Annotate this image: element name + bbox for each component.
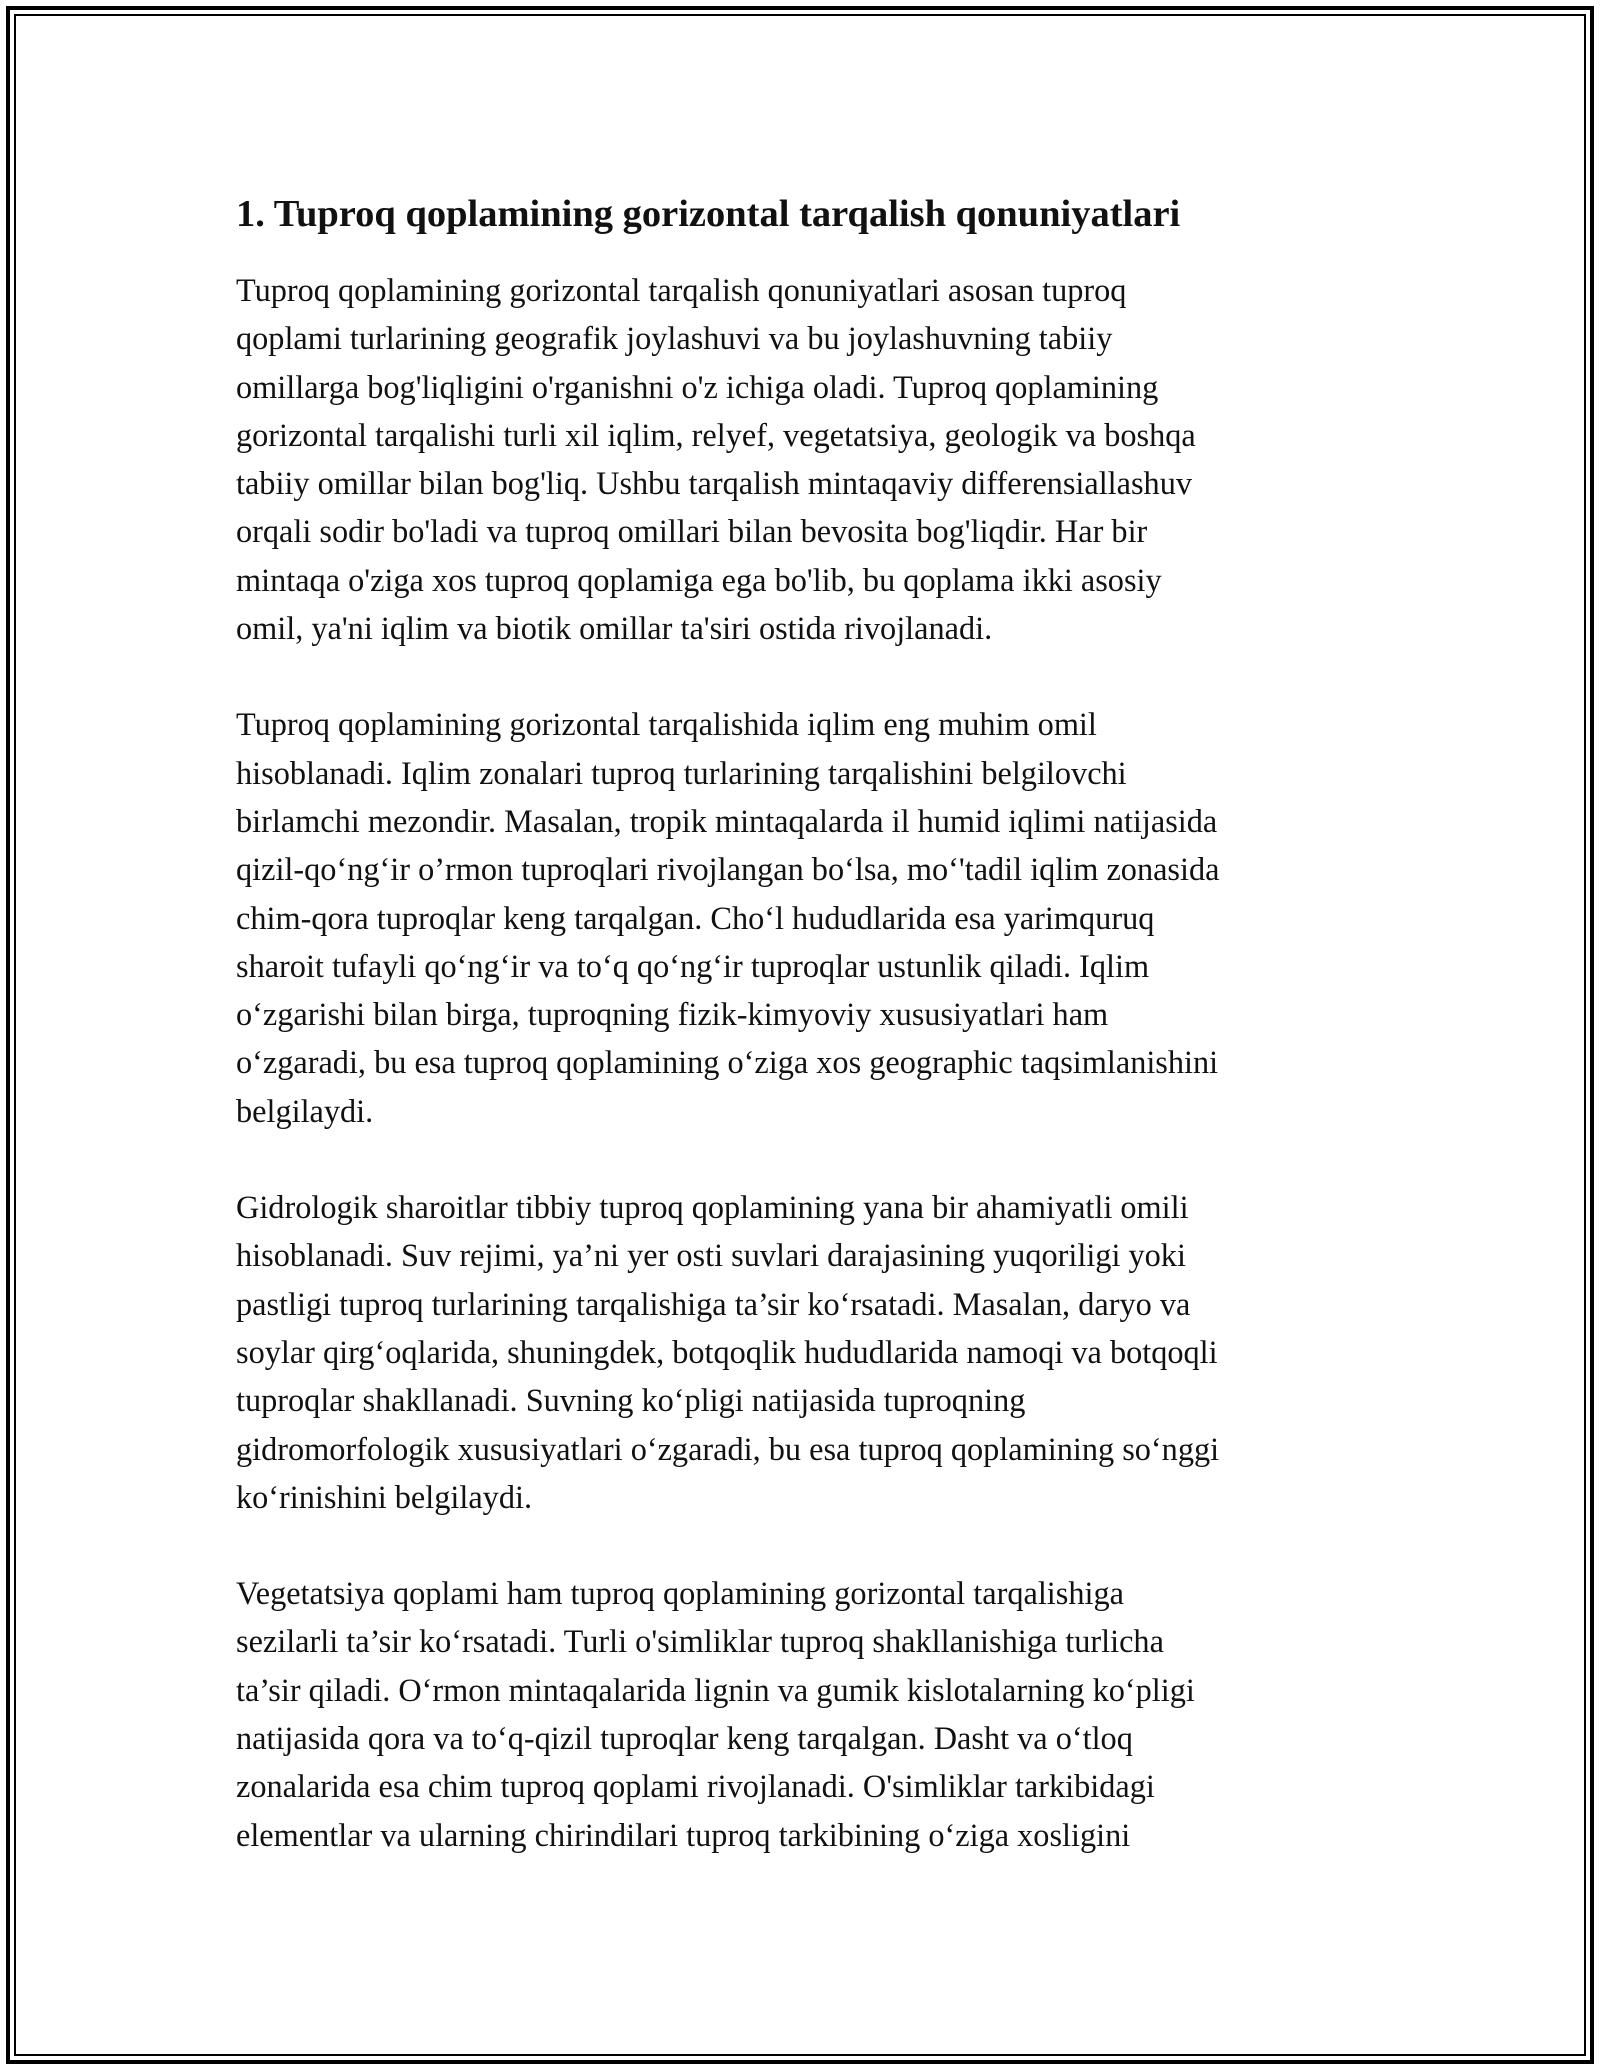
text-line: gorizontal tarqalishi turli xil iqlim, relyef, vegetatsiya, geologik va boshqa	[236, 416, 1196, 453]
text-line: orqali sodir bo'ladi va tuproq omillari bilan bevosita bog'liqdir. Har bir	[236, 513, 1148, 550]
text-line: zonalarida esa chim tuproq qoplami rivojlanadi. O'simliklar tarkibidagi	[236, 1768, 1155, 1805]
text-line: Vegetatsiya qoplami ham tuproq qoplamining gorizontal tarqalishiga	[236, 1575, 1124, 1612]
paragraph-2	[236, 700, 1361, 1135]
text-line: omil, ya'ni iqlim va biotik omillar ta'siri ostida rivojlanadi.	[236, 610, 993, 647]
text-line: tabiiy omillar bilan bog'liq. Ushbu tarqalish mintaqaviy differensiallashuv	[236, 465, 1193, 502]
text-line: hisoblanadi. Iqlim zonalari tuproq turlarining tarqalishini belgilovchi	[236, 754, 1127, 791]
text-line: gidromorfologik xususiyatlari o‘zgaradi, bu esa tuproq qoplamining so‘nggi	[236, 1430, 1220, 1467]
text-line: ko‘rinishini belgilaydi.	[236, 1478, 533, 1515]
text-line: pastligi tuproq turlarining tarqalishiga ta’sir ko‘rsatadi. Masalan, daryo va	[236, 1285, 1191, 1322]
text-line: belgilaydi.	[236, 1092, 374, 1129]
paragraph-3	[236, 1183, 1361, 1521]
paragraph-4	[236, 1569, 1361, 1859]
text-line: sharoit tufayli qo‘ng‘ir va to‘q qo‘ng‘ir tuproqlar ustunlik qiladi. Iqlim	[236, 947, 1150, 984]
text-line: omillarga bog'liqligini o'rganishni o'z ichiga oladi. Tuproq qoplamining	[236, 368, 1159, 405]
text-line: Tuproq qoplamining gorizontal tarqalishida iqlim eng muhim omil	[236, 706, 1097, 743]
section-heading: 1. Tuproq qoplamining gorizontal tarqalish qonuniyatlari	[236, 193, 1181, 235]
text-line: birlamchi mezondir. Masalan, tropik mintaqalarda il humid iqlimi natijasida	[236, 802, 1218, 839]
text-line: qoplami turlarining geografik joylashuvi va bu joylashuvning tabiiy	[236, 320, 1113, 357]
text-line: tuproqlar shakllanadi. Suvning ko‘pligi natijasida tuproqning	[236, 1382, 1026, 1419]
text-line: o‘zgarishi bilan birga, tuproqning fizik-kimyoviy xususiyatlari ham	[236, 996, 1109, 1033]
text-line: qizil-qo‘ng‘ir o’rmon tuproqlari rivojlangan bo‘lsa, mo‘'tadil iqlim zonasida	[236, 851, 1220, 888]
text-line: hisoblanadi. Suv rejimi, ya’ni yer osti suvlari darajasining yuqoriligi yoki	[236, 1237, 1186, 1274]
text-line: mintaqa o'ziga xos tuproq qoplamiga ega bo'lib, bu qoplama ikki asosiy	[236, 561, 1162, 598]
text-line: o‘zgaradi, bu esa tuproq qoplamining o‘ziga xos geographic taqsimlanishini	[236, 1044, 1219, 1081]
text-line: elementlar va ularning chirindilari tuproq tarkibining o‘ziga xosligini	[236, 1816, 1131, 1853]
text-line: soylar qirg‘oqlarida, shuningdek, botqoqlik hududlarida namoqi va botqoqli	[236, 1333, 1218, 1370]
paragraph-1	[236, 266, 1361, 652]
text-line: Tuproq qoplamining gorizontal tarqalish qonuniyatlari asosan tuproq	[236, 272, 1127, 308]
text-line: natijasida qora va to‘q-qizil tuproqlar keng tarqalgan. Dasht va o‘tloq	[236, 1720, 1133, 1757]
text-line: sezilarli ta’sir ko‘rsatadi. Turli o'simliklar tuproq shakllanishiga turlicha	[236, 1623, 1164, 1660]
text-line: Gidrologik sharoitlar tibbiy tuproq qoplamining yana bir ahamiyatli omili	[236, 1189, 1189, 1226]
document-body	[236, 186, 1361, 1907]
text-line: ta’sir qiladi. O‘rmon mintaqalarida lignin va gumik kislotalarning ko‘pligi	[236, 1671, 1195, 1708]
text-line: chim-qora tuproqlar keng tarqalgan. Cho‘l hududlarida esa yarimquruq	[236, 899, 1155, 936]
